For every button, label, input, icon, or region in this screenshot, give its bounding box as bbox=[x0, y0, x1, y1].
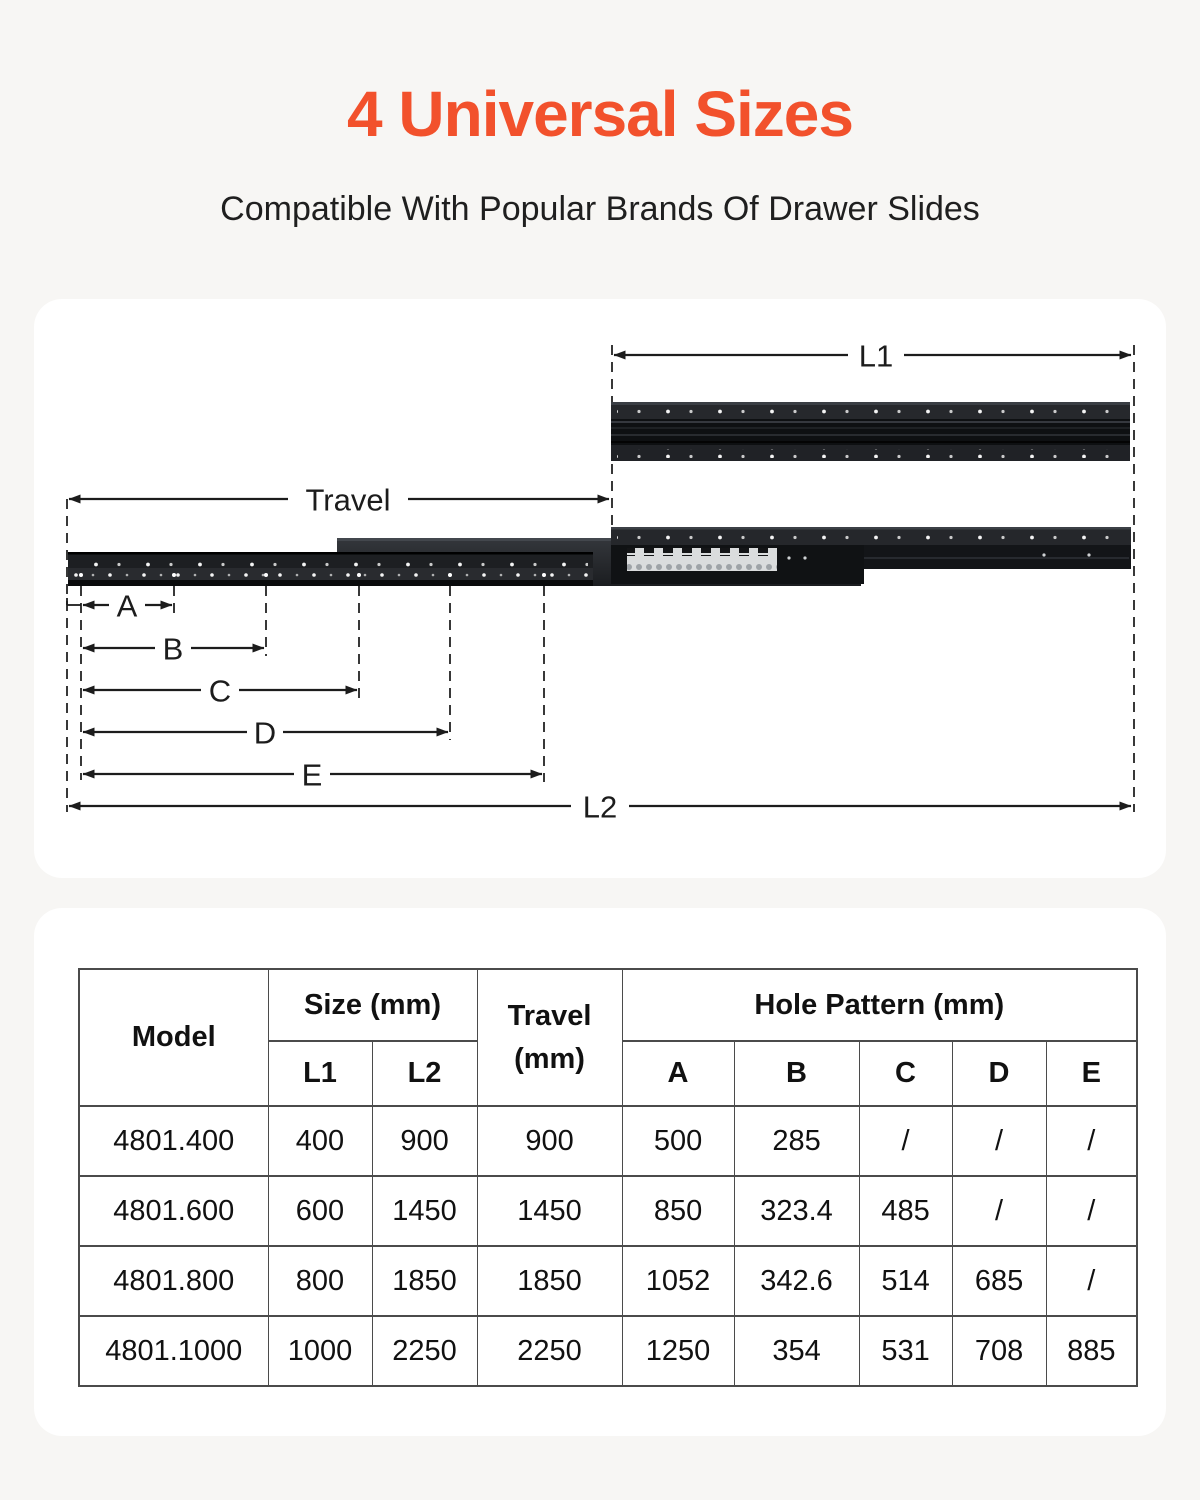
dimension-b bbox=[83, 630, 264, 667]
dimension-l2 bbox=[69, 788, 1131, 825]
table-row bbox=[79, 1246, 1137, 1316]
cell-c: 485 bbox=[859, 1176, 952, 1246]
page-subtitle: Compatible With Popular Brands Of Drawer Slides bbox=[220, 190, 980, 228]
cell-c: 514 bbox=[859, 1246, 952, 1316]
cell-d: / bbox=[952, 1106, 1046, 1176]
cell-l2: 2250 bbox=[372, 1316, 477, 1386]
cell-a: 1250 bbox=[622, 1316, 734, 1386]
cell-model: 4801.1000 bbox=[79, 1316, 268, 1386]
dim-label-c: C bbox=[208, 673, 232, 709]
dimension-e bbox=[83, 756, 542, 793]
col-header-size: Size (mm) bbox=[268, 969, 477, 1041]
col-header-e: E bbox=[1046, 1041, 1137, 1106]
cell-l2: 1450 bbox=[372, 1176, 477, 1246]
col-header-l2: L2 bbox=[372, 1041, 477, 1106]
cell-b: 323.4 bbox=[734, 1176, 859, 1246]
cell-d: / bbox=[952, 1176, 1046, 1246]
cell-a: 850 bbox=[622, 1176, 734, 1246]
dim-label-l1: L1 bbox=[858, 338, 894, 374]
cell-l1: 400 bbox=[268, 1106, 372, 1176]
dim-label-e: E bbox=[301, 757, 323, 793]
table-row bbox=[79, 1176, 1137, 1246]
spec-table-card bbox=[34, 908, 1166, 1436]
drawer-slide-diagram bbox=[34, 299, 1166, 878]
cell-l1: 600 bbox=[268, 1176, 372, 1246]
col-header-c: C bbox=[859, 1041, 952, 1106]
spec-table bbox=[78, 968, 1138, 1387]
page-title: 4 Universal Sizes bbox=[347, 78, 853, 150]
cell-c: / bbox=[859, 1106, 952, 1176]
cell-e: / bbox=[1046, 1246, 1137, 1316]
col-header-travel bbox=[477, 969, 622, 1106]
cell-e: 885 bbox=[1046, 1316, 1137, 1386]
extended-slide-assembly bbox=[68, 527, 1131, 586]
table-row bbox=[79, 1106, 1137, 1176]
col-header-l1: L1 bbox=[268, 1041, 372, 1106]
diagram-card bbox=[34, 299, 1166, 878]
cell-l1: 1000 bbox=[268, 1316, 372, 1386]
dim-label-l2: L2 bbox=[582, 789, 618, 825]
cell-model: 4801.800 bbox=[79, 1246, 268, 1316]
cell-d: 685 bbox=[952, 1246, 1046, 1316]
dim-label-b: B bbox=[162, 631, 184, 667]
cell-travel: 900 bbox=[477, 1106, 622, 1176]
col-header-d: D bbox=[952, 1041, 1046, 1106]
dimension-d bbox=[83, 714, 448, 751]
dim-label-travel: Travel bbox=[305, 482, 391, 518]
ball-bearing-rack bbox=[627, 548, 777, 571]
cell-d: 708 bbox=[952, 1316, 1046, 1386]
dimension-l1 bbox=[614, 337, 1131, 374]
col-header-model: Model bbox=[79, 969, 268, 1106]
inner-rail bbox=[68, 552, 593, 586]
cell-l1: 800 bbox=[268, 1246, 372, 1316]
cell-l2: 900 bbox=[372, 1106, 477, 1176]
col-header-hole-pattern: Hole Pattern (mm) bbox=[622, 969, 1137, 1041]
cell-a: 500 bbox=[622, 1106, 734, 1176]
dim-label-a: A bbox=[116, 588, 138, 624]
cell-b: 354 bbox=[734, 1316, 859, 1386]
closed-slide-rail bbox=[611, 402, 1130, 461]
cell-travel: 1850 bbox=[477, 1246, 622, 1316]
cell-a: 1052 bbox=[622, 1246, 734, 1316]
col-header-travel-line1: Travel bbox=[507, 1000, 592, 1033]
dimension-a bbox=[67, 587, 172, 624]
cell-e: / bbox=[1046, 1106, 1137, 1176]
dim-label-d: D bbox=[253, 715, 277, 751]
col-header-a: A bbox=[622, 1041, 734, 1106]
table-row bbox=[79, 1316, 1137, 1386]
cell-model: 4801.600 bbox=[79, 1176, 268, 1246]
cell-model: 4801.400 bbox=[79, 1106, 268, 1176]
col-header-b: B bbox=[734, 1041, 859, 1106]
cell-travel: 2250 bbox=[477, 1316, 622, 1386]
col-header-travel-line2: (mm) bbox=[514, 1042, 585, 1075]
cell-b: 285 bbox=[734, 1106, 859, 1176]
cell-c: 531 bbox=[859, 1316, 952, 1386]
cell-l2: 1850 bbox=[372, 1246, 477, 1316]
dimension-travel bbox=[69, 481, 609, 518]
cell-travel: 1450 bbox=[477, 1176, 622, 1246]
cell-b: 342.6 bbox=[734, 1246, 859, 1316]
cell-e: / bbox=[1046, 1176, 1137, 1246]
dimension-c bbox=[83, 672, 357, 709]
